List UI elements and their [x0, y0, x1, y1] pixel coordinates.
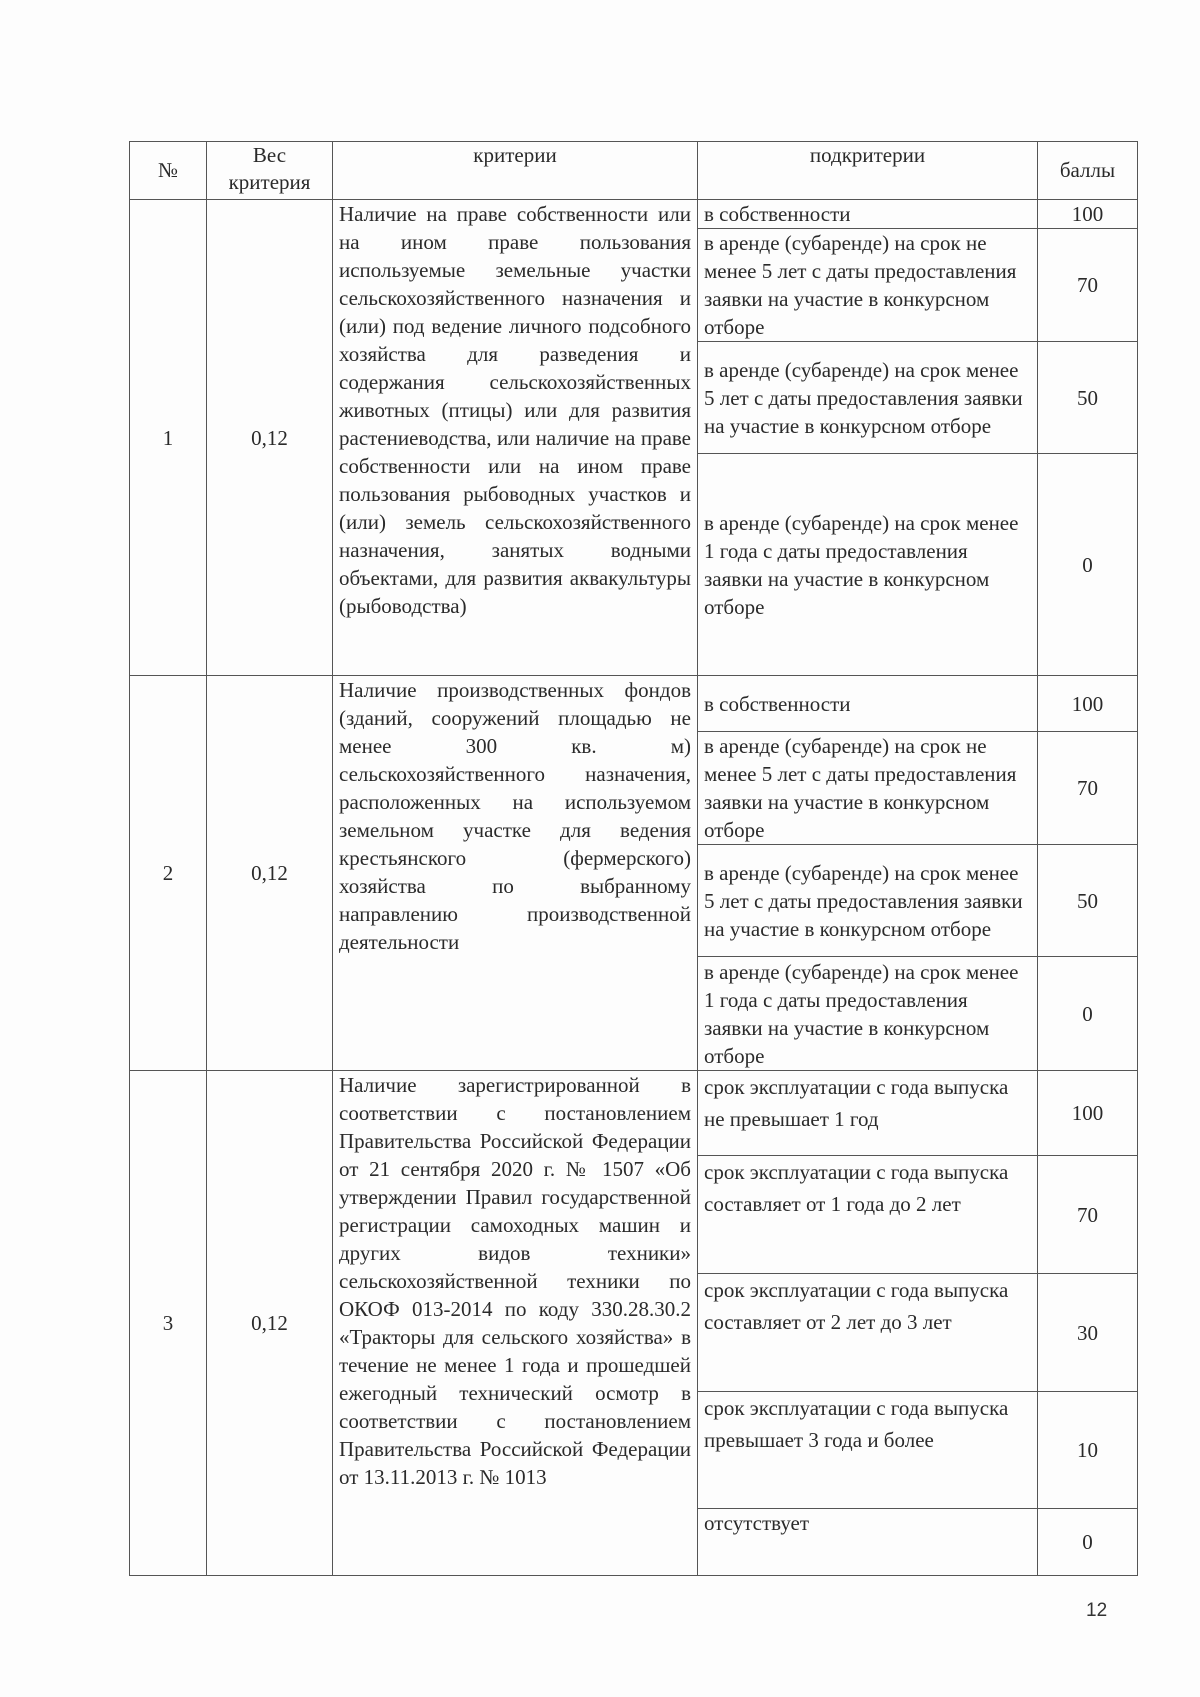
page-number: 12 [1086, 1600, 1108, 1621]
points: 70 [1038, 1156, 1138, 1274]
subcriterion: срок эксплуатации с года выпуска составляет от 2 лет до 3 лет [698, 1274, 1038, 1392]
subcriterion: в аренде (субаренде) на срок не менее 5 лет с даты предоставления заявки на участие в конкурсном отборе [698, 229, 1038, 342]
points: 50 [1038, 342, 1138, 454]
subcriterion: в аренде (субаренде) на срок менее 1 года с даты предоставления заявки на участие в конкурсном отборе [698, 957, 1038, 1071]
header-criteria: критерии [333, 142, 698, 200]
subcriterion: в аренде (субаренде) на срок не менее 5 лет с даты предоставления заявки на участие в конкурсном отборе [698, 732, 1038, 845]
criteria-table [129, 141, 1138, 1576]
table-row [130, 200, 1138, 229]
points: 70 [1038, 732, 1138, 845]
subcriterion: в аренде (субаренде) на срок менее 1 года с даты предоставления заявки на участие в конкурсном отборе [698, 454, 1038, 676]
subcriterion: в аренде (субаренде) на срок менее 5 лет с даты предоставления заявки на участие в конкурсном отборе [698, 845, 1038, 957]
header-weight: Вес критерия [207, 142, 333, 200]
row-criterion: Наличие производственных фондов (зданий, сооружений площадью не менее 300 кв. м) сельскохозяйственного назначения, расположенных на используемом земельном участке для ведения крестьянского (фермерского) хозяйства по выбранному направлению производственной деятельности [333, 676, 698, 1071]
table-row [130, 1071, 1138, 1156]
points: 10 [1038, 1392, 1138, 1509]
row-weight: 0,12 [207, 200, 333, 676]
points: 100 [1038, 1071, 1138, 1156]
row-num: 1 [130, 200, 207, 676]
points: 0 [1038, 1509, 1138, 1576]
points: 50 [1038, 845, 1138, 957]
subcriterion: срок эксплуатации с года выпуска не превышает 1 год [698, 1071, 1038, 1156]
subcriterion: в собственности [698, 200, 1038, 229]
row-criterion: Наличие на праве собственности или на ином праве пользования используемые земельные участки сельскохозяйственного назначения и (или) под ведение личного подсобного хозяйства для разведения и содержания сельскохозяйственных животных (птицы) или для развития растениеводства, или наличие на праве собственности или на ином праве пользования рыбоводных участков и (или) земель сельскохозяйственного назначения, занятых водными объектами, для развития аквакультуры (рыбоводства) [333, 200, 698, 676]
header-num: № [130, 142, 207, 200]
header-subcriteria: подкритерии [698, 142, 1038, 200]
subcriterion: в аренде (субаренде) на срок менее 5 лет с даты предоставления заявки на участие в конкурсном отборе [698, 342, 1038, 454]
subcriterion: срок эксплуатации с года выпуска превышает 3 года и более [698, 1392, 1038, 1509]
subcriterion: отсутствует [698, 1509, 1038, 1576]
subcriterion: в собственности [698, 676, 1038, 732]
header-points: баллы [1038, 142, 1138, 200]
points: 100 [1038, 200, 1138, 229]
row-weight: 0,12 [207, 676, 333, 1071]
subcriterion: срок эксплуатации с года выпуска составляет от 1 года до 2 лет [698, 1156, 1038, 1274]
points: 30 [1038, 1274, 1138, 1392]
table-row [130, 676, 1138, 732]
points: 70 [1038, 229, 1138, 342]
row-criterion: Наличие зарегистрированной в соответствии с постановлением Правительства Российской Федерации от 21 сентября 2020 г. № 1507 «Об утверждении Правил государственной регистрации самоходных машин и других видов техники» сельскохозяйственной техники по ОКОФ 013-2014 по коду 330.28.30.2 «Тракторы для сельского хозяйства» в течение не менее 1 года и прошедшей ежегодный технический осмотр в соответствии с постановлением Правительства Российской Федерации от 13.11.2013 г. № 1013 [333, 1071, 698, 1576]
table-header-row [130, 142, 1138, 200]
points: 100 [1038, 676, 1138, 732]
row-weight: 0,12 [207, 1071, 333, 1576]
points: 0 [1038, 957, 1138, 1071]
row-num: 2 [130, 676, 207, 1071]
points: 0 [1038, 454, 1138, 676]
row-num: 3 [130, 1071, 207, 1576]
